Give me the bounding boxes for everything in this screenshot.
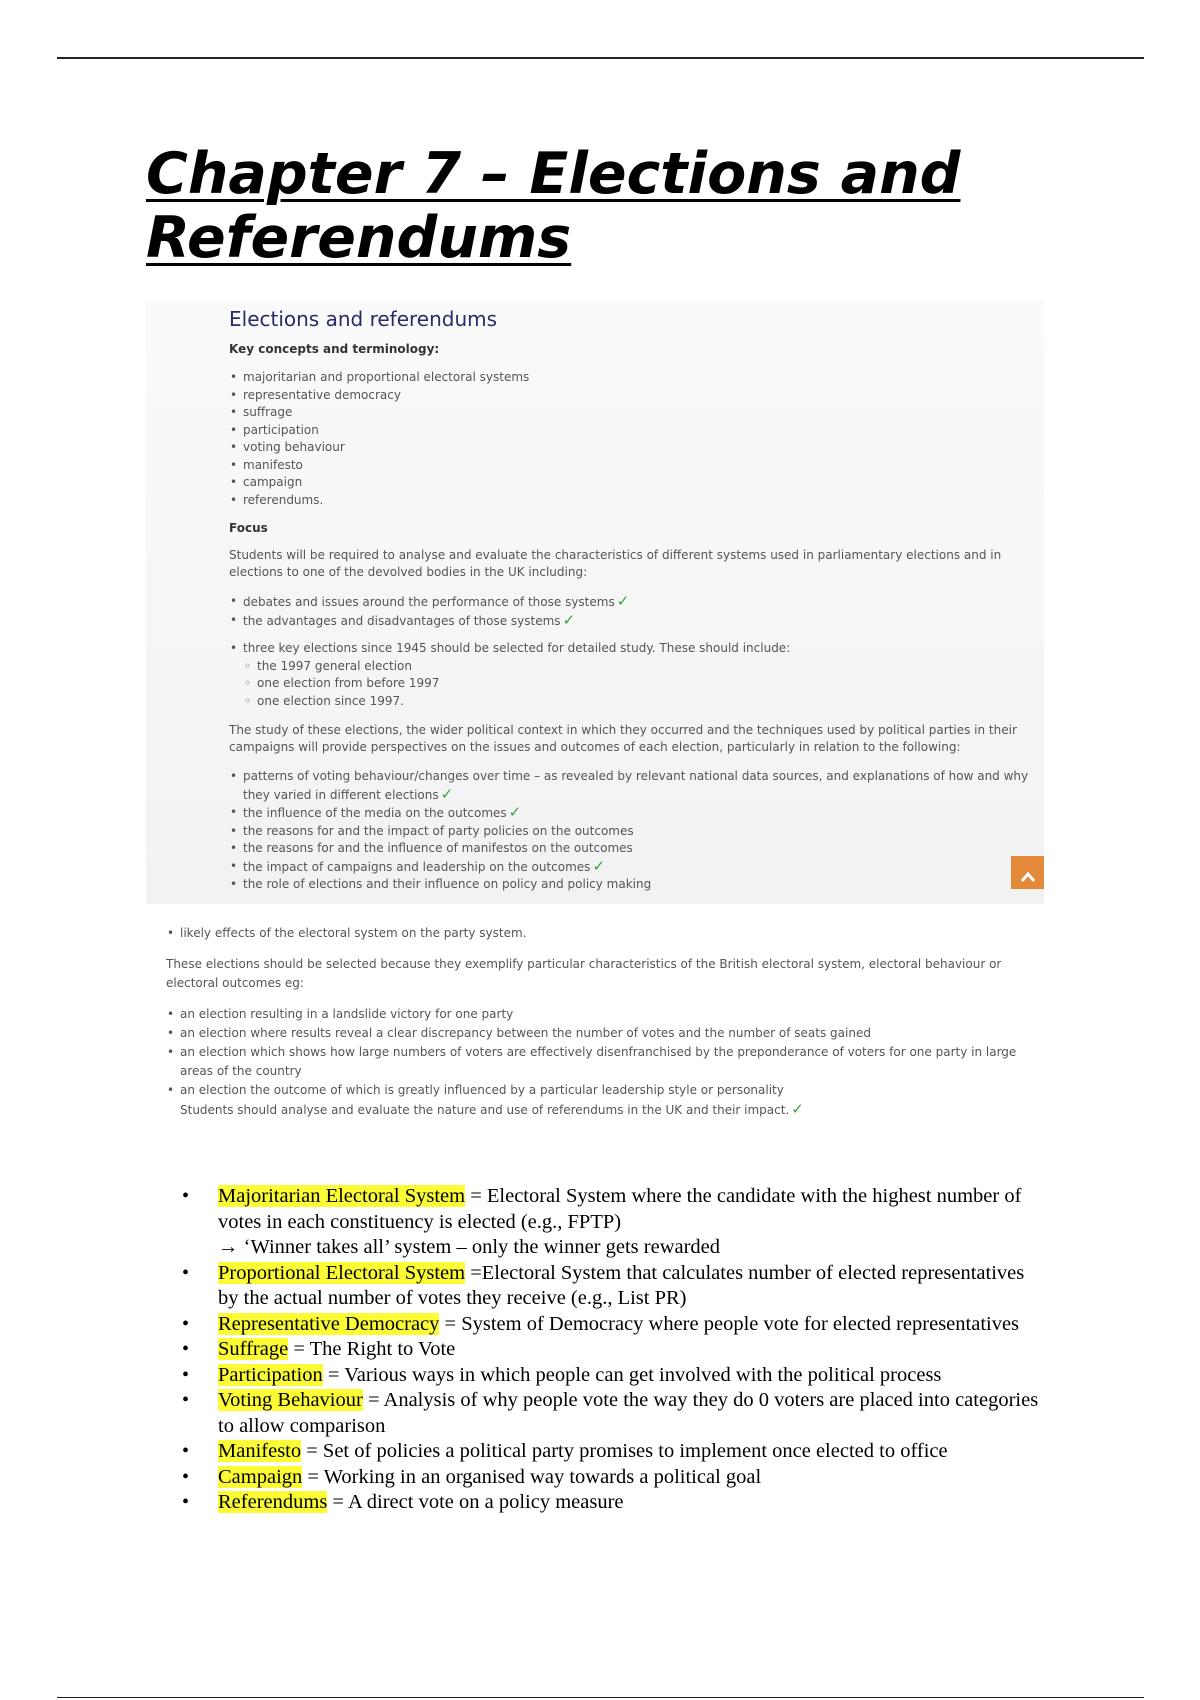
list-item: • suffrage [229, 404, 1029, 422]
study-list [229, 640, 1029, 658]
spec-heading: Elections and referendums [229, 307, 498, 331]
list-item: • participation [229, 422, 1029, 440]
top-rule [57, 57, 1144, 59]
definition-term: Suffrage [218, 1338, 289, 1360]
list-item: • likely effects of the electoral system on the party system. [166, 925, 1046, 943]
list-item: • representative democracy [229, 387, 1029, 405]
list-item: • debates and issues around the performance of those systems ✓ [229, 593, 1029, 612]
specification-screenshot [146, 300, 1044, 904]
bottom-rule [57, 1697, 1144, 1698]
list-item: • the role of elections and their influence on policy and policy making [229, 876, 1029, 894]
check-icon: ✓ [616, 592, 630, 610]
definition-item: • Referendums = A direct vote on a policy measure [182, 1490, 1042, 1516]
definition-term: Referendums [218, 1491, 328, 1513]
definition-item: • Majoritarian Electoral System = Electoral System where the candidate with the highest number of votes in each constituency is elected (e.g., FPTP) → ‘Winner takes all’ system – only the winner gets rewarded [182, 1184, 1042, 1261]
key-concepts-label: Key concepts and terminology: [229, 342, 440, 356]
list-item: • an election resulting in a landslide victory for one party [166, 1005, 1046, 1024]
context-list [229, 768, 1029, 894]
referendum-line: Students should analyse and evaluate the nature and use of referendums in the UK and their impact. [180, 1102, 790, 1117]
list-item: • an election which shows how large numbers of voters are effectively disenfranchised by the preponderance of voters for one party in large areas of the country [166, 1043, 1046, 1081]
study-sublist [243, 658, 1029, 711]
definition-item: • Participation = Various ways in which people can get involved with the political process [182, 1363, 1042, 1389]
definition-term: Campaign [218, 1465, 303, 1488]
context-paragraph: The study of these elections, the wider political context in which they occurred and the techniques used by political parties in their campaigns will provide perspectives on the issues and outcomes of each election, particularly in relation to the following: [229, 723, 1017, 754]
selection-paragraph: These elections should be selected because they exemplify particular characteristics of the British electoral system, electoral behaviour or electoral outcomes eg: [166, 956, 1002, 990]
scroll-to-top-button[interactable] [1011, 856, 1044, 889]
focus-label: Focus [229, 521, 268, 535]
definition-item: • Manifesto = Set of policies a political party promises to implement once elected to office [182, 1439, 1042, 1465]
specification-continued [166, 925, 1046, 1130]
definition-item: • Representative Democracy = System of Democracy where people vote for elected representatives [182, 1312, 1042, 1338]
list-item: • three key elections since 1945 should be selected for detailed study. These should include: [229, 640, 1029, 658]
definition-term: Majoritarian Electoral System [218, 1185, 466, 1207]
list-item: • an election the outcome of which is greatly influenced by a particular leadership style or personality Students should analyse and evaluate the nature and use of referendums in the UK and their impact. ✓ [166, 1081, 1046, 1120]
check-icon: ✓ [508, 803, 522, 821]
definitions-list [182, 1184, 1042, 1516]
definition-note: → ‘Winner takes all’ system – only the winner gets rewarded [218, 1236, 721, 1258]
check-icon: ✓ [791, 1099, 804, 1118]
selection-list [166, 1005, 1046, 1120]
list-item: ◦ one election since 1997. [243, 693, 1029, 711]
list-item: • patterns of voting behaviour/changes over time – as revealed by relevant national data sources, and explanations of how and why they varied in different elections ✓ [229, 768, 1029, 804]
list-item: • the influence of the media on the outcomes ✓ [229, 804, 1029, 823]
list-item: • manifesto [229, 457, 1029, 475]
chapter-title: Chapter 7 – Elections and Referendums [146, 141, 961, 271]
definition-item: • Proportional Electoral System =Electoral System that calculates number of elected representatives by the actual number of votes they receive (e.g., List PR) [182, 1261, 1042, 1312]
list-item: • majoritarian and proportional electoral systems [229, 369, 1029, 387]
list-item: • campaign [229, 474, 1029, 492]
list-item: • the advantages and disadvantages of those systems ✓ [229, 612, 1029, 631]
key-concepts-list [229, 369, 1029, 509]
definition-term: Manifesto [218, 1440, 302, 1462]
focus-list [229, 593, 1029, 630]
definition-item: • Voting Behaviour = Analysis of why people vote the way they do 0 voters are placed into categories to allow comparison [182, 1388, 1042, 1439]
definition-term: Proportional Electoral System [218, 1261, 466, 1284]
list-item: • referendums. [229, 492, 1029, 510]
list-item: ◦ one election from before 1997 [243, 675, 1029, 693]
definition-term: Representative Democracy [218, 1312, 440, 1335]
check-icon: ✓ [592, 856, 606, 875]
definition-item: • Campaign = Working in an organised way towards a political goal [182, 1465, 1042, 1491]
focus-paragraph: Students will be required to analyse and evaluate the characteristics of different systems used in parliamentary elections and in elections to one of the devolved bodies in the UK including: [229, 548, 1002, 579]
chevron-up-icon [1020, 871, 1036, 883]
list-item: • voting behaviour [229, 439, 1029, 457]
definition-item: • Suffrage = The Right to Vote [182, 1337, 1042, 1363]
party-system-list [166, 925, 1046, 943]
list-item: • the reasons for and the impact of party policies on the outcomes [229, 823, 1029, 841]
check-icon: ✓ [562, 610, 576, 629]
definition-term: Participation [218, 1363, 323, 1386]
list-item: • the reasons for and the influence of manifestos on the outcomes [229, 840, 1029, 858]
list-item: ◦ the 1997 general election [243, 658, 1029, 676]
list-item: • an election where results reveal a clear discrepancy between the number of votes and the number of seats gained [166, 1024, 1046, 1043]
list-item: • the impact of campaigns and leadership on the outcomes ✓ [229, 858, 1029, 877]
definition-term: Voting Behaviour [218, 1389, 363, 1411]
check-icon: ✓ [440, 784, 454, 803]
